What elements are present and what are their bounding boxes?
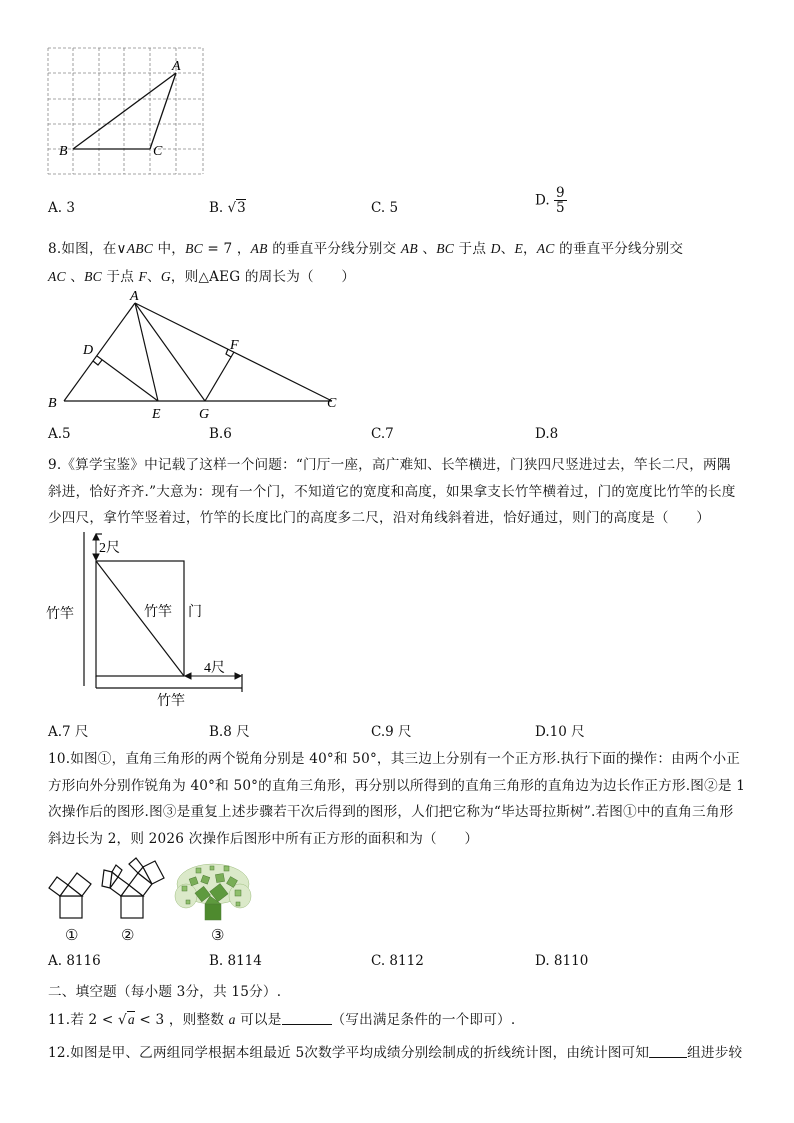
q7-option-a-value: 3 [66, 200, 75, 216]
q8-text: ，则 [170, 269, 199, 285]
q7-label-a: A [172, 59, 181, 74]
q11-a: a [127, 1012, 135, 1027]
q8-label-g: G [199, 407, 210, 422]
q7-option-d[interactable] [535, 186, 567, 215]
q12-text: 组进步较 [687, 1045, 743, 1061]
q8-option-d[interactable]: D.8 [535, 426, 559, 442]
q9-label-pole-bottom: 竹竿 [157, 694, 185, 709]
sqrt-icon: √ [118, 1012, 127, 1028]
q9-option-a[interactable]: A.7 尺 [48, 724, 89, 740]
q9-label-four-chi: 4尺 [204, 661, 225, 676]
q10-figure-2-label: ② [121, 926, 135, 944]
q8-text: 于点 [101, 269, 139, 285]
q11-text: （写出满足条件的一个即可）. [331, 1012, 516, 1028]
q8-f: F [138, 269, 148, 284]
q8-label-a: A [130, 289, 139, 304]
q12-answer-blank[interactable] [649, 1045, 687, 1058]
section-2-heading: 二、填空题（每小题 3分，共 15分）. [48, 984, 282, 1000]
q9-option-c[interactable]: C.9 尺 [371, 724, 412, 740]
q10-option-a[interactable]: A. 8116 [48, 953, 101, 969]
q7-label-b: B [59, 144, 68, 159]
q8-ac: AC [536, 241, 555, 256]
q10-stem-line3: 次操作后的图形.图③是重复上述步骤若干次后得到的图形，人们把它称为“毕达哥拉斯树”.若图①中的直角三角形 [48, 804, 734, 820]
q11-text: 11.若 2 < [48, 1012, 119, 1028]
q9-label-door: 门 [188, 605, 202, 620]
q8-ab: AB [250, 241, 268, 256]
q8-e: E [514, 241, 523, 256]
q10-figure-2 [100, 856, 172, 922]
q8-label-f: F [230, 338, 239, 353]
q7-option-a-letter: A. [48, 200, 67, 216]
q9-stem-line3: 少四尺，拿竹竿竖着过，竹竿的长度比门的高度多二尺，沿对角线斜着进，恰好通过，则门的高度是（ ） [48, 510, 711, 526]
q9-label-pole-left: 竹竿 [46, 607, 74, 622]
q7-option-c[interactable] [371, 200, 398, 216]
q8-label-c: C [327, 396, 337, 411]
q9-option-b[interactable]: B.8 尺 [209, 724, 250, 740]
q8-label-d: D [83, 343, 94, 358]
q9-door-figure [44, 528, 254, 714]
q8-label-b: B [48, 396, 57, 411]
q7-option-d-numerator: 9 [555, 185, 565, 201]
q8-text: 、 [417, 241, 437, 257]
q8-bc: BC [436, 241, 454, 256]
q8-aeg: △AEG [198, 269, 241, 285]
q8-d: D [490, 241, 501, 256]
q8-option-a[interactable]: A.5 [48, 426, 71, 442]
q7-option-b-value: 3 [237, 200, 246, 216]
q8-abc: ABC [126, 241, 153, 256]
q8-triangle-figure [44, 286, 354, 422]
q7-option-b-letter: B. [209, 200, 228, 216]
q7-option-c-value: 5 [389, 200, 399, 216]
q10-option-d[interactable]: D. 8110 [535, 953, 589, 969]
q9-stem-line1: 9.《算学宝鉴》中记载了这样一个问题：“门厅一座，高广难知、长竿横进，门狭四尺竖进过去，竿长二尺，两隅 [48, 457, 731, 473]
q10-option-c[interactable]: C. 8112 [371, 953, 424, 969]
q8-text: 于点 [454, 241, 491, 257]
q7-option-b[interactable] [209, 200, 246, 216]
q8-bc: BC [185, 241, 203, 256]
q8-text: 、 [147, 269, 161, 285]
q7-grid-figure [44, 44, 210, 178]
q8-stem-line1 [48, 237, 683, 257]
q7-option-a[interactable] [48, 200, 75, 216]
q11-text: 可以是 [235, 1012, 282, 1028]
q8-bc: BC [84, 269, 102, 284]
q12-stem [48, 1041, 742, 1061]
q9-option-d[interactable]: D.10 尺 [535, 724, 585, 740]
q7-label-c: C [153, 144, 163, 159]
q11-stem [48, 1008, 515, 1028]
q8-ac: AC [48, 269, 66, 284]
q8-option-b[interactable]: B.6 [209, 426, 232, 442]
q10-stem-line4: 斜边长为 2，则 2026 次操作后图形中所有正方形的面积和为（ ） [48, 831, 479, 847]
q9-label-two-chi: 2尺 [99, 541, 120, 556]
q9-stem-line2: 斜进，恰好齐齐.”大意为：现有一个门，不知道它的宽度和高度，如果拿支长竹竿横着过，门的宽度比竹竿的长度 [48, 484, 736, 500]
q8-text: 8.如图，在 [48, 241, 117, 257]
q10-figure-1-label: ① [65, 926, 79, 944]
q8-text: 中， [152, 241, 186, 257]
q10-figure-3 [172, 856, 254, 926]
q10-stem-line2: 方形向外分别作锐角为 40°和 50°的直角三角形，再分别以所得到的直角三角形的直角边为边长作正方形.图②是 1 [48, 778, 746, 794]
q10-figure-3-label: ③ [211, 926, 225, 944]
q9-label-pole-diag: 竹竿 [144, 605, 172, 620]
q8-text: 的垂直平分线分别交 [554, 241, 684, 257]
q8-label-e: E [152, 407, 161, 422]
q8-option-c[interactable]: C.7 [371, 426, 394, 442]
q8-text: ， [522, 241, 537, 257]
q7-option-d-denominator: 5 [555, 200, 565, 216]
q7-option-c-letter: C. [371, 200, 390, 216]
q12-text: 12.如图是甲、乙两组同学根据本组最近 5次数学平均成绩分别绘制成的折线统计图，由统计图可知 [48, 1045, 650, 1061]
q8-text: 的垂直平分线分别交 [267, 241, 401, 257]
q11-answer-blank[interactable] [282, 1012, 332, 1025]
q8-stem-line2 [48, 265, 355, 285]
q11-text: < 3 ，则整数 [134, 1012, 229, 1028]
sqrt-icon: √ [227, 200, 237, 216]
q10-stem-line1: 10.如图①，直角三角形的两个锐角分别是 40°和 50°，其三边上分别有一个正方形.执行下面的操作：由两个小正 [48, 751, 741, 767]
q7-option-d-fraction [554, 186, 567, 215]
q8-text: 、 [500, 241, 515, 257]
q8-text: 的周长为（ ） [240, 269, 356, 285]
q8-text: 、 [65, 269, 85, 285]
q11-a: a [228, 1012, 236, 1027]
q10-option-b[interactable]: B. 8114 [209, 953, 262, 969]
triangle-symbol: ∨ [116, 241, 127, 257]
q10-figure-1 [44, 862, 100, 922]
q7-option-d-letter: D. [535, 192, 554, 209]
q8-g: G [160, 269, 171, 284]
q8-ab: AB [400, 241, 418, 256]
q8-text: = 7 ， [202, 241, 251, 257]
